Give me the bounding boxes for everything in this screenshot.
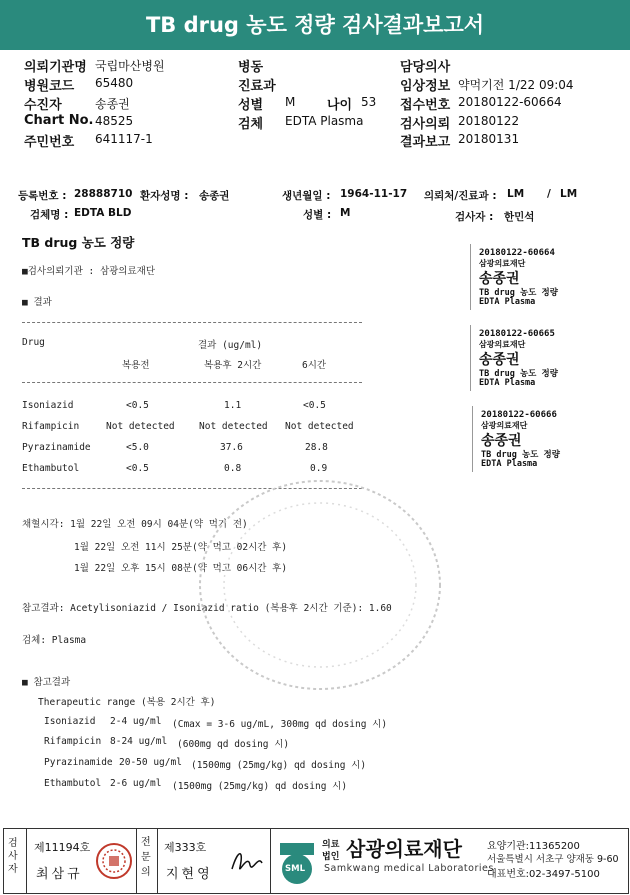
- row-6h: 0.9: [310, 463, 328, 474]
- specialist-name: 지현영: [166, 867, 213, 882]
- sampling-line: 채혈시각: 1월 22일 오전 09시 04분(약 먹기 전): [22, 519, 248, 530]
- sticker-specimen: EDTA Plasma: [481, 459, 538, 469]
- logo-badge-text: SML: [285, 864, 305, 874]
- specimen-sticker: [472, 406, 601, 472]
- age-value: 53: [361, 95, 377, 109]
- range-note: (600mg qd dosing 시): [177, 739, 290, 750]
- sticker-specimen: EDTA Plasma: [479, 378, 536, 388]
- dept-label: 진료과: [238, 79, 276, 94]
- range-note: (Cmax = 3-6 ug/mL, 300mg qd dosing 시): [172, 719, 388, 730]
- sticker-code: 20180122-60665: [479, 329, 555, 339]
- specimen-value: EDTA Plasma: [285, 114, 364, 128]
- reg-no-label: 등록번호 :: [18, 190, 67, 202]
- chart-no-value: 48525: [95, 114, 134, 128]
- sticker-name: 송종권: [481, 433, 522, 449]
- org-name: 삼광의료재단: [346, 837, 462, 861]
- hospital-value: 국립마산병원: [95, 59, 165, 73]
- row-drug: Pyrazinamide: [22, 442, 91, 453]
- row-2h: 37.6: [220, 442, 243, 453]
- footer-divider: [270, 829, 271, 893]
- specimen-sticker: [470, 244, 601, 310]
- hospital-code-label: 병원코드: [24, 79, 75, 94]
- age-label: 나이: [327, 98, 353, 113]
- row-drug: Isoniazid: [22, 400, 74, 411]
- row-drug: Rifampicin: [22, 421, 80, 432]
- table-header-rule: [22, 382, 362, 383]
- row-6h: Not detected: [285, 421, 354, 432]
- sticker-org: 삼광의료재단: [481, 421, 528, 430]
- org-prefix-bottom: 법인: [322, 852, 340, 862]
- specialist-license-no: 제333호: [164, 841, 207, 854]
- report-subtitle: TB drug 농도 정량: [22, 235, 135, 250]
- col-drug: Drug: [22, 337, 45, 348]
- org-prefix-top: 의료: [322, 840, 340, 850]
- sex-label: 성별: [238, 98, 264, 113]
- footer-divider: [26, 829, 27, 893]
- therapeutic-range: Therapeutic range (복용 2시간 후): [38, 697, 216, 708]
- row-drug: Ethambutol: [22, 463, 80, 474]
- row-pre: Not detected: [106, 421, 175, 432]
- report-title: TB drug 농도 정량 검사결과보고서: [145, 13, 485, 37]
- specimen-label: 검체: [238, 117, 264, 132]
- row-pre: <0.5: [126, 463, 149, 474]
- care-institution-no: 요양기관:11365200: [487, 841, 580, 852]
- sticker-org: 삼광의료재단: [479, 340, 526, 349]
- resident-no-label: 주민번호: [24, 135, 75, 150]
- sticker-test: TB drug 농도 정량: [479, 369, 558, 379]
- range-value: 2-6 ug/ml: [110, 778, 162, 789]
- sex-value: M: [285, 95, 296, 109]
- examiner-value: 한민석: [504, 211, 535, 223]
- sticker-name: 송종권: [479, 352, 520, 368]
- footer-divider: [136, 829, 137, 893]
- doctor-label: 담당의사: [400, 60, 451, 75]
- specimen-sticker: [470, 325, 601, 391]
- examiner-vertical-label: 검사자: [8, 838, 18, 875]
- request-date-label: 검사의뢰: [400, 117, 451, 132]
- row-2h: 0.8: [224, 463, 242, 474]
- ref-result: 참고결과: Acetylisoniazid / Isoniazid ratio (복용후 2시간 기준): 1.60: [22, 603, 392, 614]
- ward-label: 병동: [238, 60, 264, 75]
- examiner-name: 최삼규: [36, 867, 83, 882]
- row-2h: 1.1: [224, 400, 242, 411]
- birth-value: 1964-11-17: [340, 188, 408, 200]
- official-stamp-watermark: [190, 470, 450, 700]
- request-date-value: 20180122: [458, 114, 520, 128]
- row-6h: <0.5: [303, 400, 326, 411]
- sticker-specimen: EDTA Plasma: [479, 297, 536, 307]
- result-header: ■ 결과: [22, 297, 52, 308]
- range-value: 20-50 ug/ml: [119, 757, 182, 768]
- specialist-vertical-label: 전문의: [141, 837, 151, 878]
- col-2h: 복용후 2시간: [204, 360, 262, 371]
- patient-label: 수진자: [24, 98, 62, 113]
- table-top-rule: [22, 322, 362, 323]
- ref-header: ■ 참고결과: [22, 677, 71, 688]
- meta-dept-value: LM: [507, 188, 525, 200]
- footer-divider: [157, 829, 158, 893]
- report-title-bar: [0, 0, 630, 50]
- chart-no-label: Chart No.: [24, 113, 94, 128]
- specialist-signature-icon: [228, 845, 266, 877]
- name-value: 송종권: [199, 190, 230, 202]
- row-6h: 28.8: [305, 442, 328, 453]
- reg-no-value: 28888710: [74, 188, 133, 200]
- sticker-org: 삼광의료재단: [479, 259, 526, 268]
- meta-sex-value: M: [340, 207, 351, 219]
- sticker-code: 20180122-60664: [479, 248, 555, 258]
- org-phone: 대표번호:02-3497-5100: [487, 869, 600, 880]
- meta-specimen-value: EDTA BLD: [74, 207, 132, 219]
- sticker-name: 송종권: [479, 271, 520, 287]
- request-org: ■검사의뢰기관 : 삼광의료재단: [22, 266, 156, 277]
- receipt-no-value: 20180122-60664: [458, 95, 562, 109]
- range-drug: Ethambutol: [44, 778, 102, 789]
- examiner-seal-icon: [94, 841, 134, 881]
- examiner-label: 검사자 :: [455, 211, 494, 223]
- meta-dept-value2: LM: [560, 188, 578, 200]
- org-address: 서울특별시 서초구 양재동 9-60: [487, 854, 619, 865]
- range-drug: Isoniazid: [44, 716, 96, 727]
- resident-no-value: 641117-1: [95, 132, 153, 146]
- report-date-label: 결과보고: [400, 135, 451, 150]
- birth-label: 생년월일 :: [282, 190, 331, 202]
- meta-dept-label: 의뢰처/진료과 :: [424, 190, 497, 202]
- sticker-test: TB drug 농도 정량: [479, 288, 558, 298]
- range-drug: Pyrazinamide: [44, 757, 113, 768]
- sampling-line: 1월 22일 오전 11시 25분(약 먹고 02시간 후): [74, 542, 288, 553]
- hospital-label: 의뢰기관명: [24, 60, 87, 75]
- col-6h: 6시간: [302, 360, 327, 371]
- col-pre: 복용전: [122, 360, 150, 371]
- sml-logo-icon: [274, 835, 320, 887]
- report-footer: [3, 828, 629, 894]
- range-value: 2-4 ug/ml: [110, 716, 162, 727]
- sampling-line: 1월 22일 오후 15시 08분(약 먹고 06시간 후): [74, 563, 288, 574]
- col-result: 결과 (ug/ml): [198, 340, 263, 351]
- range-drug: Rifampicin: [44, 736, 102, 747]
- examiner-license-no: 제11194호: [34, 841, 91, 854]
- report-date-value: 20180131: [458, 132, 520, 146]
- row-pre: <5.0: [126, 442, 149, 453]
- range-note: (1500mg (25mg/kg) qd dosing 시): [191, 760, 367, 771]
- row-pre: <0.5: [126, 400, 149, 411]
- clinical-label: 임상정보: [400, 79, 451, 94]
- hospital-code-value: 65480: [95, 76, 134, 90]
- sticker-test: TB drug 농도 정량: [481, 450, 560, 460]
- org-english-name: Samkwang medical Laboratories: [324, 863, 494, 874]
- row-2h: Not detected: [199, 421, 268, 432]
- specimen-line: 검체: Plasma: [22, 635, 87, 646]
- meta-sex-label: 성별 :: [303, 209, 332, 221]
- meta-dept-sep: /: [547, 188, 551, 200]
- meta-specimen-label: 검체명 :: [30, 209, 69, 221]
- range-value: 8-24 ug/ml: [110, 736, 168, 747]
- patient-value: 송종권: [95, 97, 130, 111]
- sticker-code: 20180122-60666: [481, 410, 557, 420]
- name-label: 환자성명 :: [140, 190, 189, 202]
- receipt-no-label: 접수번호: [400, 98, 451, 113]
- range-note: (1500mg (25mg/kg) qd dosing 시): [172, 781, 348, 792]
- clinical-value: 약먹기전 1/22 09:04: [458, 78, 574, 92]
